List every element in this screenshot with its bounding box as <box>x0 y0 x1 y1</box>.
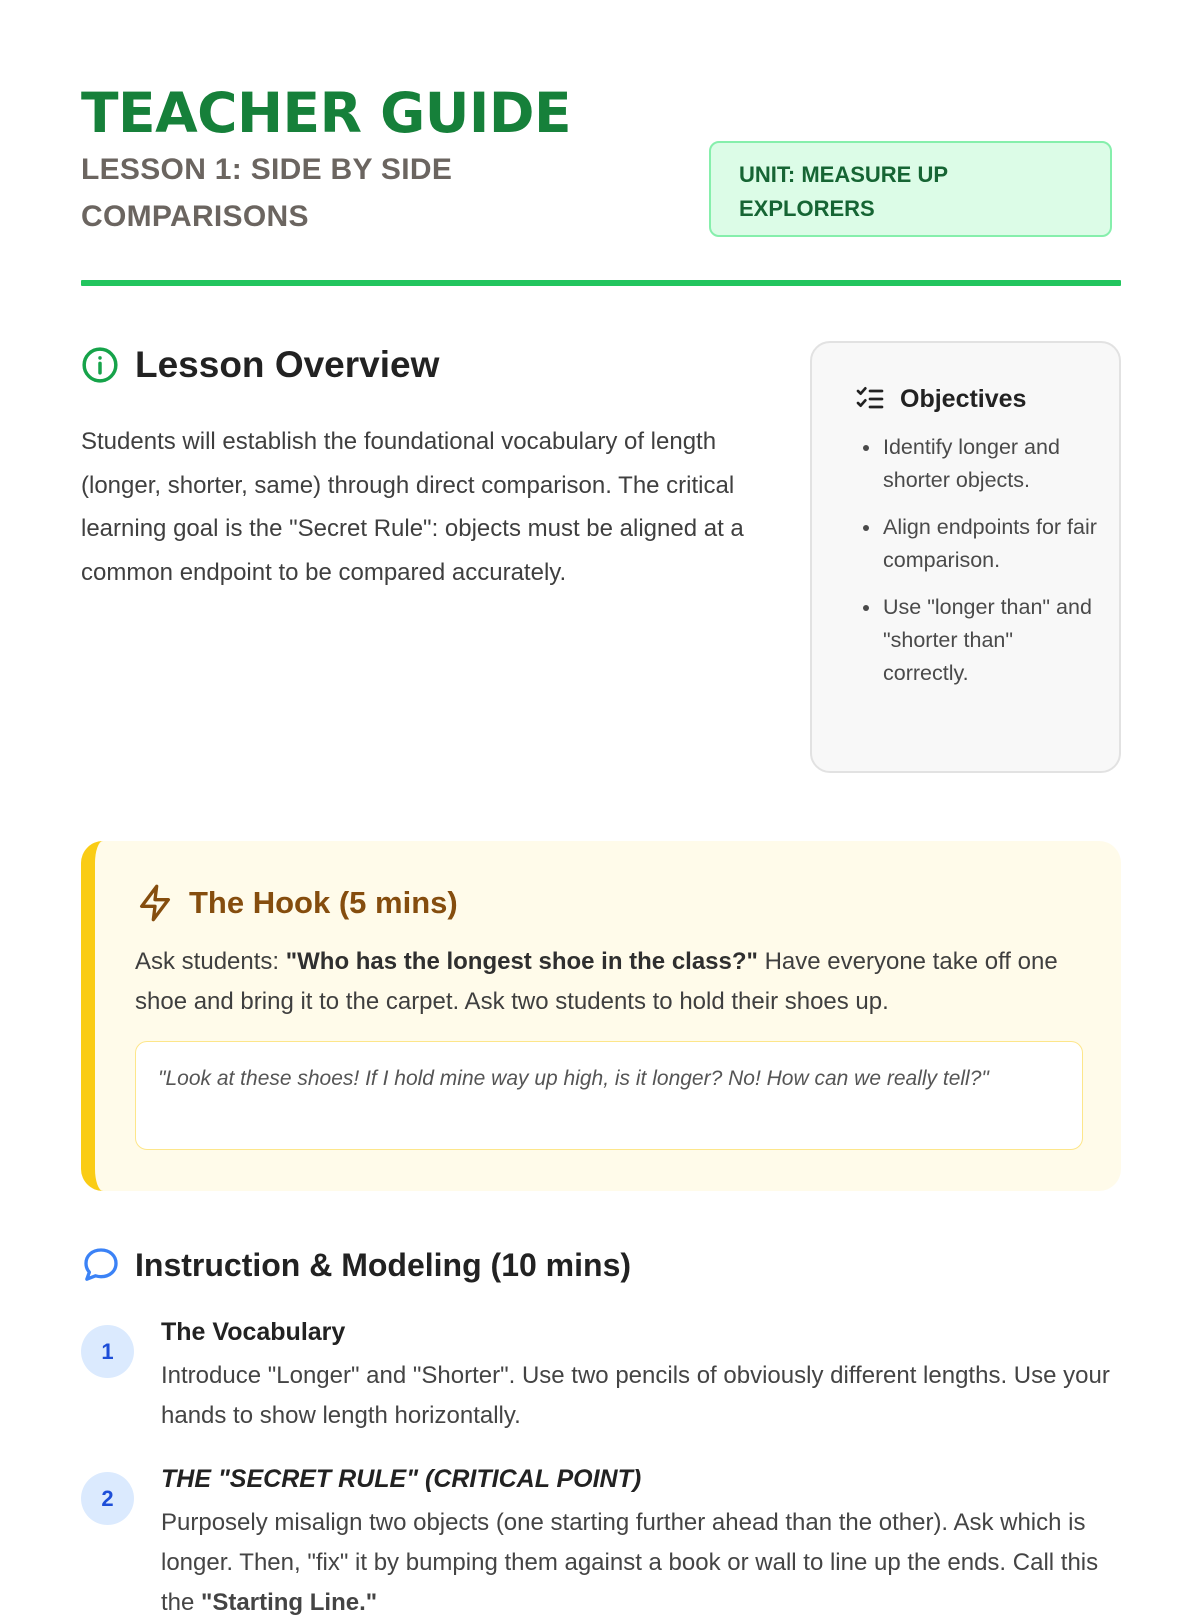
hook-question: "Who has the longest shoe in the class?" <box>285 948 758 975</box>
unit-badge: UNIT: MEASURE UP EXPLORERS <box>709 141 1112 237</box>
hook-card <box>81 841 1121 1191</box>
step-body <box>161 1503 1126 1623</box>
page-title: TEACHER GUIDE <box>81 81 572 145</box>
speech-bubble-icon <box>81 1245 121 1285</box>
step-number-badge: 2 <box>81 1472 134 1525</box>
checklist-icon <box>854 383 886 415</box>
objective-item: • Identify longer and shorter objects. <box>882 431 1099 497</box>
hook-text-suffix: Have everyone take off one shoe and bring it to the carpet. Ask two students to hold their shoes up. <box>135 948 1058 1015</box>
hook-text <box>135 942 1095 1022</box>
objectives-heading-label: Objectives <box>900 384 1027 413</box>
instruction-heading <box>81 1245 631 1285</box>
objectives-list <box>854 431 1099 690</box>
objective-item: • Align endpoints for fair comparison. <box>882 511 1099 577</box>
step-body: Introduce "Longer" and "Shorter". Use two pencils of obviously different lengths. Use your hands to show length horizontally. <box>161 1362 1110 1429</box>
teacher-guide-page <box>81 0 1120 1616</box>
info-icon <box>81 346 119 384</box>
overview-text: Students will establish the foundational vocabulary of length (longer, shorter, same) through direct comparison. The critical learning goal is the "Secret Rule": objects must be aligned at a common endpoint to be compared accurately. <box>81 428 744 586</box>
objectives-heading <box>854 383 1099 415</box>
overview-heading-label: Lesson Overview <box>135 344 440 385</box>
step-body-emphasis: "Starting Line." <box>201 1589 378 1616</box>
lightning-icon <box>135 883 175 923</box>
objectives-card <box>810 341 1121 773</box>
instruction-heading-label: Instruction & Modeling (10 mins) <box>135 1246 632 1283</box>
header-divider <box>81 280 1121 286</box>
lesson-subtitle: LESSON 1: SIDE BY SIDE COMPARISONS <box>81 153 453 233</box>
step-title: The Vocabulary <box>161 1318 346 1346</box>
hook-heading <box>135 883 458 923</box>
hook-quote: "Look at these shoes! If I hold mine way up high, is it longer? No! How can we really tell?" <box>135 1041 1083 1150</box>
step-number-badge: 1 <box>81 1325 134 1378</box>
overview-heading <box>81 344 439 386</box>
step-title: THE "SECRET RULE" (CRITICAL POINT) <box>161 1465 642 1493</box>
hook-heading-label: The Hook (5 mins) <box>189 885 458 920</box>
hook-text-prefix: Ask students: <box>135 948 286 975</box>
step-body-text: Purposely misalign two objects (one starting further ahead than the other). Ask which is longer. Then, "fix" it by bumping them against a book or wall to line up the ends. Call this the <box>161 1509 1099 1616</box>
objective-item: • Use "longer than" and "shorter than" correctly. <box>882 591 1099 690</box>
